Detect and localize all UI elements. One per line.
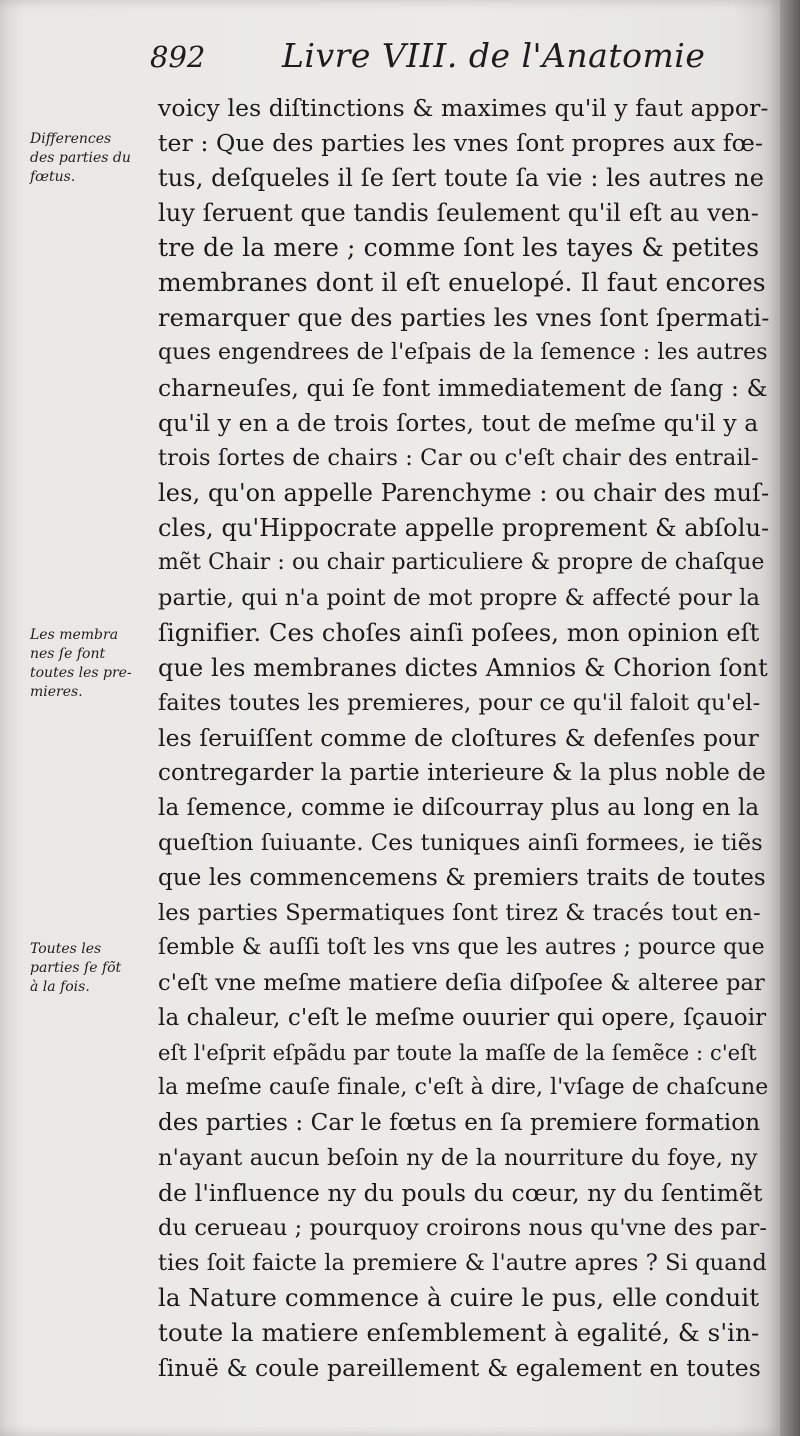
text-line: contregarder la partie interieure & la plus noble de xyxy=(158,760,766,786)
text-line: les, qu'on appelle Parenchyme : ou chair des muſ- xyxy=(158,479,770,507)
margin-note-line: parties ſe fõt xyxy=(30,960,122,976)
margin-note-line: Les membra xyxy=(30,627,119,643)
text-line: les parties Spermatiques ſont tirez & tracés tout en- xyxy=(158,900,761,926)
text-line: ties ſoit faicte la premiere & l'autre apres ? Si quand xyxy=(158,1250,767,1276)
text-line: membranes dont il eſt enuelopé. Il faut encores xyxy=(158,268,766,297)
text-line: ter : Que des parties les vnes ſont propres aux fœ- xyxy=(158,129,764,157)
text-line: remarquer que des parties les vnes ſont ſpermati- xyxy=(158,304,770,332)
text-line: la ſemence, comme ie diſcourray plus au long en la xyxy=(158,795,760,821)
text-line: ſignifier. Ces choſes ainſi poſees, mon opinion eſt xyxy=(158,619,760,647)
text-line: ques engendrees de l'eſpais de la ſemence : les autres xyxy=(158,340,768,365)
text-line: que les commencemens & premiers traits de toutes xyxy=(158,865,766,891)
text-line: qu'il y en a de trois ſortes, tout de meſme qu'il y a xyxy=(158,409,759,437)
margin-note-differences xyxy=(30,130,162,187)
page-number: 892 xyxy=(150,40,206,74)
text-line: toute la matiere enſemblement à egalité, & s'in- xyxy=(158,1318,760,1347)
text-line: la Nature commence à cuire le pus, elle conduit xyxy=(158,1283,760,1312)
text-line: des parties : Car le fœtus en ſa premiere formation xyxy=(158,1110,761,1136)
text-line: la meſme cauſe finale, c'eſt à dire, l'vſage de chaſcune xyxy=(158,1075,769,1100)
text-line: eſt l'eſprit eſpãdu par toute la maſſe de la ſemẽce : c'eſt xyxy=(158,1041,757,1065)
running-head: Livre VIII. de l'Anatomie xyxy=(282,36,706,75)
text-line: mẽt Chair : ou chair particuliere & propre de chaſque xyxy=(158,550,765,575)
page-header xyxy=(150,34,710,78)
text-line: du cerueau ; pourquoy croirons nous qu'vne des par- xyxy=(158,1215,768,1241)
margin-note-all-parts xyxy=(30,940,162,997)
text-line: queſtion ſuiuante. Ces tuniques ainſi formees, ie tiẽs xyxy=(158,830,763,856)
text-line: faites toutes les premieres, pour ce qu'il faloit qu'el- xyxy=(158,690,761,716)
text-line: que les membranes dictes Amnios & Chorion ſont xyxy=(158,654,768,682)
margin-note-line: fœtus. xyxy=(30,169,76,185)
body-text xyxy=(0,80,780,1400)
text-line: la chaleur, c'eſt le meſme ouurier qui opere, ſçauoir xyxy=(158,1005,767,1031)
text-line: n'ayant aucun beſoin ny de la nourriture du foye, ny xyxy=(158,1145,758,1171)
text-line: ſemble & auſſi toſt les vns que les autres ; pource que xyxy=(158,935,765,960)
text-line: charneuſes, qui ſe font immediatement de ſang : & xyxy=(158,374,768,402)
margin-note-line: toutes les pre- xyxy=(30,665,132,681)
text-line: trois ſortes de chairs : Car ou c'eſt chair des entrail- xyxy=(158,445,759,471)
text-line: c'eſt vne meſme matiere deſia diſpoſee & alteree par xyxy=(158,970,765,996)
margin-note-line: des parties du xyxy=(30,150,131,166)
text-line: luy ſeruent que tandis ſeulement qu'il eſt au ven- xyxy=(158,199,759,227)
text-line: voicy les diſtinctions & maximes qu'il y faut appor- xyxy=(158,94,769,122)
margin-note-line: Toutes les xyxy=(30,941,102,957)
margin-note-line: Differences xyxy=(30,131,112,147)
text-line: tre de la mere ; comme ſont les tayes & petites xyxy=(158,233,760,262)
margin-note-line: nes ſe font xyxy=(30,646,106,662)
text-line: partie, qui n'a point de mot propre & affecté pour la xyxy=(158,585,760,611)
margin-note-line: mieres. xyxy=(30,684,83,700)
margin-note-line: à la fois. xyxy=(30,979,90,995)
page-edge-shadow xyxy=(780,0,800,1436)
margin-note-membranes xyxy=(30,626,162,702)
text-line: ſinuë & coule pareillement & egalement en toutes xyxy=(158,1354,761,1382)
text-line: de l'influence ny du pouls du cœur, ny du ſentimẽt xyxy=(158,1179,763,1207)
text-line: cles, qu'Hippocrate appelle proprement & abſolu- xyxy=(158,514,770,542)
text-line: les ſeruiſſent comme de cloſtures & defenſes pour xyxy=(158,724,759,752)
text-line: tus, deſqueles il ſe ſert toute ſa vie : les autres ne xyxy=(158,164,765,192)
